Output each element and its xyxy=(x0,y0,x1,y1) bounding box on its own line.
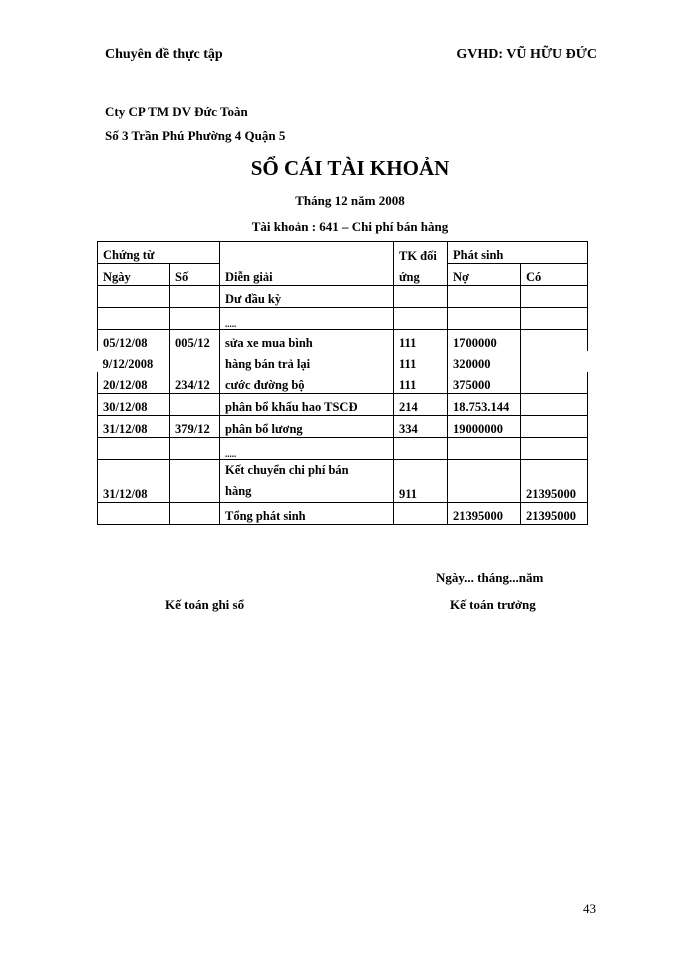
total-debit: 21395000 xyxy=(448,503,521,525)
ledger-table xyxy=(97,241,588,525)
page-number: 43 xyxy=(583,901,596,916)
account-label: Tài khoản : 641 – Chi phí bán hàng xyxy=(251,219,449,234)
credit-header: Có xyxy=(521,264,588,286)
document-title: SỔ CÁI TÀI KHOẢN xyxy=(250,156,450,180)
signature-date-line: Ngày... tháng...năm xyxy=(436,570,544,585)
table-row: ..... xyxy=(98,438,588,460)
company-name: Cty CP TM DV Đức Toàn xyxy=(105,104,248,119)
amount-header: Phát sinh xyxy=(448,242,588,264)
table-row: 9/12/2008 hàng bán trả lại 111 320000 xyxy=(98,351,588,372)
description-header: Diễn giải xyxy=(220,264,394,286)
table-row: 05/12/08 005/12 sửa xe mua bình 111 1700000 xyxy=(98,330,588,352)
contra-account-header: TK đối xyxy=(394,242,448,264)
header-supervisor: GVHD: VŨ HỮU ĐỨC xyxy=(456,47,597,62)
accountant-signature-label: Kế toán ghi sổ xyxy=(165,597,245,612)
closing-row: 31/12/08 Kết chuyển chi phí bán hàng 911 21395000 xyxy=(98,460,588,503)
debit-header: Nợ xyxy=(448,264,521,286)
table-row: 30/12/08 phân bổ khấu hao TSCĐ 214 18.753.144 xyxy=(98,394,588,416)
total-row xyxy=(98,503,588,525)
date-header: Ngày xyxy=(98,264,170,286)
closing-description: Kết chuyển chi phí bán hàng xyxy=(220,460,394,503)
table-row xyxy=(98,286,588,308)
total-label: Tổng phát sinh xyxy=(220,503,394,525)
table-row: 20/12/08 234/12 cước đường bộ 111 375000 xyxy=(98,372,588,394)
contra-account-header-2: ứng xyxy=(394,264,448,286)
number-header: Số xyxy=(170,264,220,286)
voucher-header: Chứng từ xyxy=(98,242,220,264)
header-course-title: Chuyên đề thực tập xyxy=(105,47,223,62)
period: Tháng 12 năm 2008 xyxy=(295,193,405,208)
opening-balance-label: Dư đầu kỳ xyxy=(220,286,394,308)
table-row: ..... xyxy=(98,308,588,330)
header-row-1 xyxy=(98,242,588,264)
chief-accountant-signature-label: Kế toán trưởng xyxy=(450,597,536,612)
table-row: 31/12/08 379/12 phân bổ lương 334 19000000 xyxy=(98,416,588,438)
total-credit: 21395000 xyxy=(521,503,588,525)
header-row-2 xyxy=(98,264,588,286)
company-address: Số 3 Trần Phú Phường 4 Quận 5 xyxy=(105,128,286,143)
